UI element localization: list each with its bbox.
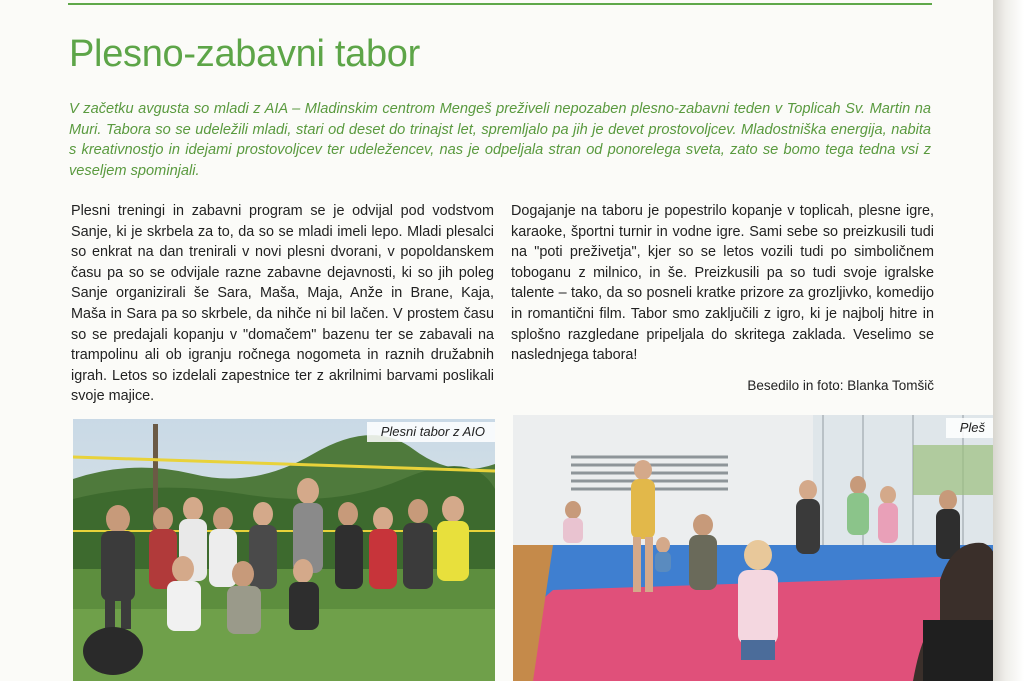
dance-photo bbox=[513, 415, 995, 681]
photo-credit: Besedilo in foto: Blanka Tomšič bbox=[747, 378, 934, 393]
photo-caption-dance: Pleš bbox=[946, 418, 995, 438]
group-photo-illustration bbox=[73, 419, 495, 681]
dance-photo-illustration bbox=[513, 415, 995, 681]
photo-caption-group: Plesni tabor z AIO bbox=[367, 422, 495, 442]
article-title: Plesno-zabavni tabor bbox=[69, 33, 420, 75]
page-spine bbox=[993, 0, 1024, 681]
article-lead: V začetku avgusta so mladi z AIA – Mladinskim centrom Mengeš preživeli nepozaben plesno-zabavni teden v Toplicah Sv. Martin na Muri. Tabora so se udeležili mladi, stari od deset do trinajst let, spremljalo pa jih je devet prostovoljcev. Mladostniška energija, nabita s kreativnostjo in idejami prostovoljcev ter udeležencev, nas je odpeljala stran od ponorelega sveta, zato se bomo tega tedna vsi z veseljem spominjali. bbox=[69, 101, 931, 179]
top-rule bbox=[68, 3, 932, 5]
body-column-2: Dogajanje na taboru je popestrilo kopanje v toplicah, plesne igre, karaoke, športni turnir in vodne igre. Sami sebe so preizkusili tudi na "poti preživetja", kjer so se letos vozili tudi po simboličnem toboganu z milnico, in še. Preizkusili pa so tudi svoje igralske talente – tako, da so posneli kratke prizore za grozljivko, komedijo in romantični film. Tabor smo zaključili z igro, ki je najbolj hitre in splošno razgledane pripeljala do skritega zaklada. Veselimo se naslednjega tabora! bbox=[511, 203, 934, 364]
body-column-1: Plesni treningi in zabavni program se je odvijal pod vodstvom Sanje, ki je skrbela za to, da so se mladi imeli lepo. Mladi plesalci so enkrat na dan trenirali v novi plesni dvorani, v popoldanskem času pa so se odvijale razne zabavne dejavnosti, ki so jih poleg Sanje organizirali še Sara, Maša, Maja, Anže in Brane, Kaja, Maša in Sara pa so skrbele, da nihče ni bil lačen. V prostem času so se predajali kopanju v "domačem" bazenu ter se zabavali na trampolinu ali ob igranju ročnega nogometa in raznih družabnih igrah. Letos so izdelali zapestnice ter z akrilnimi barvami poslikali svoje majice. bbox=[71, 203, 494, 405]
group-photo bbox=[73, 419, 495, 681]
